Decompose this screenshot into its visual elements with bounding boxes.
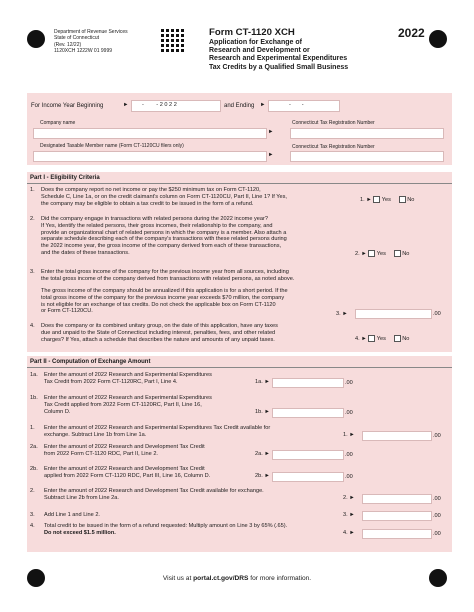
- line-ref-number: 4.: [343, 529, 348, 536]
- cents-label: .00: [433, 495, 441, 502]
- line2-yes-checkbox[interactable]: [368, 250, 375, 257]
- line4-yes-checkbox[interactable]: [368, 335, 375, 342]
- line1-no-checkbox[interactable]: [399, 196, 406, 203]
- line-text: exchange. Subtract Line 1b from Line 1a.: [44, 431, 147, 438]
- line2-no-checkbox[interactable]: [394, 250, 401, 257]
- member-name-label: Designated Taxable Member name (Form CT-1120CU filers only): [40, 143, 184, 149]
- registration-dot-top-right: [429, 30, 447, 48]
- line-text: Enter the amount of 2022 Research and Experimental Expenditures Tax Credit available for: [44, 425, 271, 431]
- line-text: Tax Credit applied from 2022 Form CT-1120RC, Part II, Line 16,: [44, 401, 202, 408]
- member-name-field[interactable]: [33, 151, 267, 162]
- amount-field-6[interactable]: [362, 511, 432, 521]
- qr-code-icon: [161, 28, 185, 52]
- income-year-end-separators: - -: [289, 102, 304, 108]
- amount-field-1[interactable]: [272, 408, 344, 418]
- cents-label: .00: [433, 530, 441, 537]
- line-ref-number: 1a.: [255, 378, 263, 385]
- arrow-icon: ►: [123, 102, 129, 108]
- line-number: 3.: [30, 512, 35, 518]
- cents-label: .00: [345, 451, 353, 458]
- form-title: Form CT-1120 XCH: [209, 27, 295, 38]
- line-text: Subtract Line 2b from Line 2a.: [44, 494, 119, 501]
- line-ref: 1a. ►: [255, 378, 270, 385]
- line-text: Enter the amount of 2022 Research and Development Tax Credit: [44, 466, 205, 472]
- part2-title: Part II - Computation of Exchange Amount: [30, 359, 151, 365]
- tax-year: 2022: [398, 26, 425, 40]
- line1-answer: 1. ► Yes No: [360, 196, 415, 203]
- line-number: 1a.: [30, 372, 38, 378]
- amount-field-3[interactable]: [272, 450, 344, 460]
- line-ref: 2a. ►: [255, 450, 270, 457]
- line1-yes-checkbox[interactable]: [373, 196, 380, 203]
- line-number: 2b.: [30, 466, 38, 472]
- amount-field-2[interactable]: [362, 431, 432, 441]
- line3-ref: 3. ►: [336, 311, 348, 317]
- line-ref: 1b. ►: [255, 408, 270, 415]
- company-name-field[interactable]: [33, 128, 267, 139]
- department-info: Department of Revenue Services State of Connecticut (Rev. 12/22) 1120XCH 1222W 01 9999: [54, 29, 128, 55]
- line4-answer: 4. ► Yes No: [355, 335, 410, 342]
- line-text: Tax Credit from 2022 Form CT-1120RC, Part I, Line 4.: [44, 378, 178, 385]
- line-ref: 4. ►: [343, 529, 355, 536]
- amount-field-5[interactable]: [362, 494, 432, 504]
- line-ref-number: 1.: [343, 431, 348, 438]
- line-text: Enter the amount of 2022 Research and Development Tax Credit available for exchange.: [44, 488, 264, 494]
- line-number: 2a.: [30, 444, 38, 450]
- line-ref-number: 3.: [343, 512, 348, 518]
- cents-label: .00: [433, 432, 441, 439]
- part1-title: Part I - Eligibility Criteria: [30, 175, 100, 181]
- ending-label: and Ending: [224, 103, 255, 109]
- arrow-icon: ►: [260, 102, 266, 108]
- amount-field-4[interactable]: [272, 472, 344, 482]
- line-ref-number: 2.: [343, 494, 348, 501]
- cents-label: .00: [345, 409, 353, 416]
- income-year-begin-value: - - 2 0 2 2: [142, 102, 177, 108]
- company-name-label: Company name: [40, 120, 76, 126]
- line4-no-checkbox[interactable]: [394, 335, 401, 342]
- footer-text: Visit us at portal.ct.gov/DRS for more information.: [162, 575, 312, 582]
- income-year-end-field[interactable]: [268, 100, 340, 112]
- line-text: Do not exceed $1.5 million.: [44, 529, 116, 536]
- cents-label: .00: [433, 513, 441, 519]
- drs-link[interactable]: portal.ct.gov/DRS: [193, 575, 249, 582]
- line-number: 1.: [30, 425, 35, 431]
- line-ref: 1. ►: [343, 431, 355, 438]
- line3-amount-field[interactable]: [355, 309, 432, 319]
- line-text: Column D.: [44, 408, 71, 415]
- line-ref-number: 2b.: [255, 472, 263, 479]
- form-subtitle: Application for Exchange of Research and Development or Research and Experimental Expenditures Tax Credits by a Qualified Small Business: [209, 39, 349, 71]
- line-ref: 2b. ►: [255, 472, 270, 479]
- line-number: 2.: [30, 488, 35, 494]
- cents-label: .00: [345, 379, 353, 386]
- line-text: Total credit to be issued in the form of a refund requested: Multiply amount on Line 3 by 65% (.65).: [44, 523, 288, 529]
- amount-field-0[interactable]: [272, 378, 344, 388]
- income-year-label: For Income Year Beginning: [31, 103, 104, 109]
- ct-registration-label: Connecticut Tax Registration Number: [292, 120, 375, 126]
- ct-registration-field-2[interactable]: [290, 151, 444, 162]
- line-number: 1b.: [30, 395, 38, 401]
- cents-label: .00: [345, 473, 353, 480]
- line-text: applied from 2022 Form CT-1120 RDC, Part III, Line 16, Column D.: [44, 472, 211, 479]
- line-text: Enter the amount of 2022 Research and Experimental Expenditures: [44, 372, 212, 378]
- line-ref: 3. ►: [343, 512, 355, 518]
- ct-registration-field[interactable]: [290, 128, 444, 139]
- line-text: Enter the amount of 2022 Research and Experimental Expenditures: [44, 395, 212, 401]
- line3-cents: .00: [433, 311, 441, 317]
- ct-registration-label-2: Connecticut Tax Registration Number: [292, 144, 375, 150]
- line-ref-number: 2a.: [255, 450, 263, 457]
- line-text: from 2022 Form CT-1120 RDC, Part II, Line 2.: [44, 450, 158, 457]
- arrow-icon: ►: [268, 129, 274, 135]
- arrow-icon: ►: [268, 152, 274, 158]
- registration-dot-top-left: [27, 30, 45, 48]
- line-text: Enter the amount of 2022 Research and Development Tax Credit: [44, 444, 205, 450]
- line2-answer: 2. ► Yes No: [355, 250, 410, 257]
- line-ref-number: 1b.: [255, 408, 263, 415]
- line-text: Add Line 1 and Line 2.: [44, 512, 100, 518]
- amount-field-7[interactable]: [362, 529, 432, 539]
- line-ref: 2. ►: [343, 494, 355, 501]
- line-number: 4.: [30, 523, 35, 529]
